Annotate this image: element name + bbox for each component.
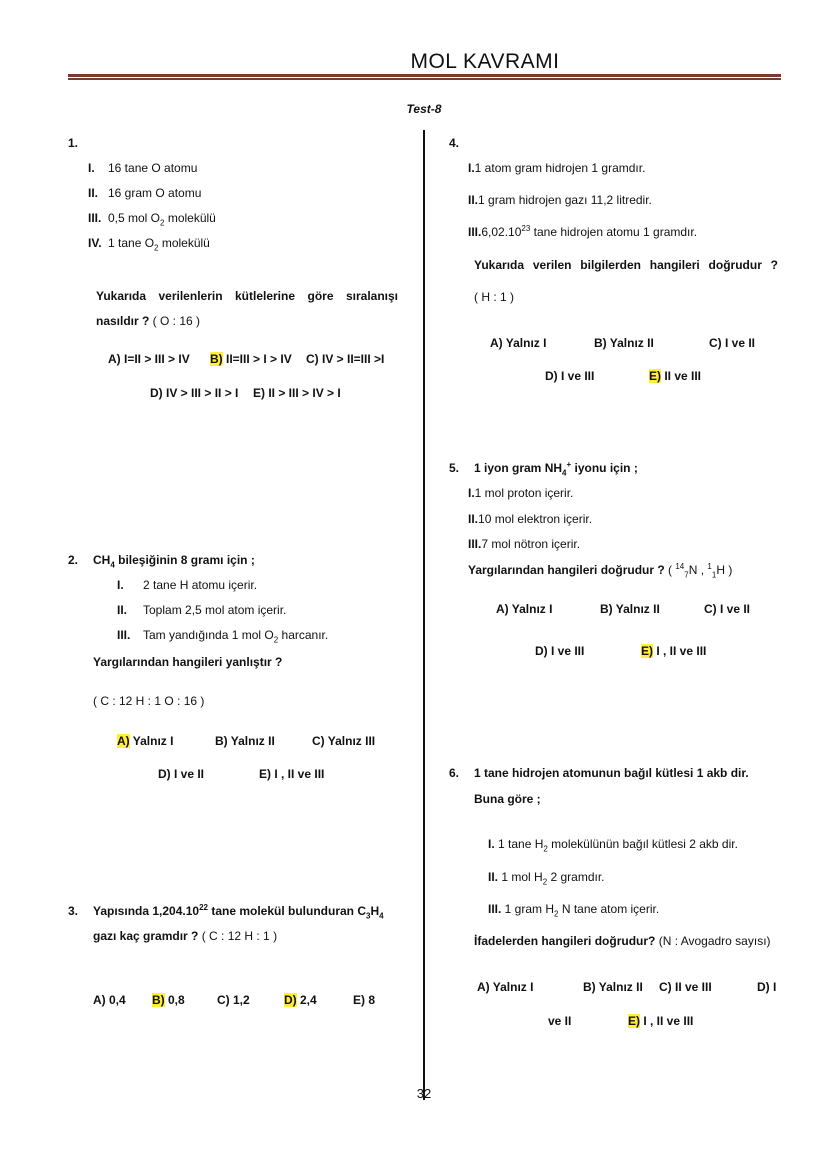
- question-stem: Yapısında 1,204.10$^{22}$ tane molekül bulunduran $C_3H_4$: [93, 903, 384, 921]
- option-c[interactable]: C) IV > II=III >I: [306, 352, 385, 366]
- option-b[interactable]: B) Yalnız II: [215, 734, 275, 748]
- statement-2: II.1 gram hidrojen gazı 11,2 litredir.: [468, 193, 652, 207]
- statement-3: III.6,02.10$^{23}$ tane hidrojen atomu 1 gramdır.: [468, 224, 698, 239]
- statement-1: I.1 atom gram hidrojen 1 gramdır.: [468, 161, 646, 175]
- statement-3: III. 0,5 mol $O_2$ molekülü: [88, 211, 216, 228]
- question-text: Yukarıda verilen bilgilerden hangileri doğrudur ?: [474, 258, 778, 272]
- option-d[interactable]: D) IV > III > II > I: [150, 386, 239, 400]
- question-stem: 1 iyon gram $NH_4^+$ iyonu için ;: [474, 460, 638, 478]
- option-c[interactable]: C) Yalnız III: [312, 734, 376, 748]
- question-number: 1.: [68, 136, 79, 150]
- question-text: Yukarıda verilenlerin kütlelerine göre sıralanışı: [96, 289, 398, 303]
- option-c[interactable]: C) 1,2: [217, 993, 250, 1007]
- statement-2: II. Toplam 2,5 mol atom içerir.: [117, 603, 287, 617]
- option-b[interactable]: B) 0,8: [152, 993, 185, 1007]
- answer-highlight: E): [628, 1014, 640, 1028]
- option-b[interactable]: B) Yalnız II: [583, 980, 643, 994]
- statement-3: III.7 mol nötron içerir.: [468, 537, 581, 551]
- option-d-continued[interactable]: ve II: [548, 1014, 572, 1028]
- statement-4: IV. 1 tane $O_2$ molekülü: [88, 236, 210, 253]
- option-a[interactable]: A) I=II > III > IV: [108, 352, 190, 366]
- question-number: 4.: [449, 136, 460, 150]
- question-stem-2: Buna göre ;: [474, 792, 541, 806]
- statement-1: I. 1 tane $H_2$ molekülünün bağıl kütlesi 2 akb dir.: [488, 837, 738, 854]
- test-label: Test-8: [406, 102, 442, 116]
- statement-2: II. 1 mol $H_2$ 2 gramdır.: [488, 870, 605, 887]
- statement-3: III. 1 gram $H_2$ N tane atom içerir.: [488, 902, 660, 919]
- question-number: 5.: [449, 461, 460, 475]
- option-c[interactable]: C) I ve II: [709, 336, 756, 350]
- option-a[interactable]: A) 0,4: [93, 993, 126, 1007]
- option-e[interactable]: E) II > III > IV > I: [253, 386, 341, 400]
- option-e[interactable]: E) II ve III: [649, 369, 702, 383]
- option-a[interactable]: A) Yalnız I: [496, 602, 553, 616]
- answer-highlight: D): [284, 993, 297, 1007]
- statement-3: III. Tam yandığında 1 mol $O_2$ harcanır.: [117, 628, 329, 645]
- header-rule-thin: [68, 78, 781, 80]
- page-title: MOL KAVRAMI: [410, 50, 560, 73]
- answer-highlight: E): [649, 369, 661, 383]
- option-b[interactable]: B) Yalnız II: [594, 336, 654, 350]
- answer-highlight: E): [641, 644, 653, 658]
- option-e[interactable]: E) I , II ve III: [641, 644, 707, 658]
- option-a[interactable]: A) Yalnız I: [490, 336, 547, 350]
- question-number: 3.: [68, 904, 79, 918]
- option-d[interactable]: D) I ve II: [158, 767, 205, 781]
- question-number: 6.: [449, 766, 460, 780]
- answer-highlight: B): [152, 993, 165, 1007]
- page-number: 32: [416, 1086, 432, 1101]
- column-divider: [423, 130, 425, 1100]
- option-b[interactable]: B) Yalnız II: [600, 602, 660, 616]
- question-stem: $CH_4$ bileşiğinin 8 gramı için ;: [93, 553, 255, 570]
- question-text: Yargılarından hangileri yanlıştır ?: [93, 655, 283, 669]
- option-a[interactable]: A) Yalnız I: [117, 734, 174, 748]
- option-e[interactable]: E) I , II ve III: [628, 1014, 694, 1028]
- question-text: İfadelerden hangileri doğrudur? (N : Avogadro sayısı): [474, 934, 771, 948]
- option-d[interactable]: D) I ve III: [535, 644, 585, 658]
- option-c[interactable]: C) II ve III: [659, 980, 712, 994]
- option-d[interactable]: D) I ve III: [545, 369, 595, 383]
- answer-highlight: B): [210, 352, 223, 366]
- question-number: 2.: [68, 553, 79, 567]
- option-e[interactable]: E) I , II ve III: [259, 767, 325, 781]
- option-b[interactable]: B) II=III > I > IV: [210, 352, 292, 366]
- option-d[interactable]: D) I: [757, 980, 777, 994]
- statement-2: II.10 mol elektron içerir.: [468, 512, 593, 526]
- option-c[interactable]: C) I ve II: [704, 602, 751, 616]
- statement-1: I.1 mol proton içerir.: [468, 486, 574, 500]
- question-stem-2: gazı kaç gramdır ? ( C : 12 H : 1 ): [93, 929, 278, 943]
- answer-highlight: A): [117, 734, 130, 748]
- given-values: ( C : 12 H : 1 O : 16 ): [93, 694, 205, 708]
- option-d[interactable]: D) 2,4: [284, 993, 317, 1007]
- given-values: ( H : 1 ): [474, 290, 515, 304]
- statement-2: II. 16 gram O atomu: [88, 186, 202, 200]
- statement-1: I. 2 tane H atomu içerir.: [117, 578, 258, 592]
- option-e[interactable]: E) 8: [353, 993, 376, 1007]
- statement-1: I. 16 tane O atomu: [88, 161, 198, 175]
- question-stem: 1 tane hidrojen atomunun bağıl kütlesi 1 akb dir.: [474, 766, 749, 780]
- question-text-2: nasıldır ? ( O : 16 ): [96, 314, 201, 328]
- option-a[interactable]: A) Yalnız I: [477, 980, 534, 994]
- header-rule: [68, 74, 781, 77]
- question-text: Yargılarından hangileri doğrudur ? ( $^{14}_7$N , $^1_1$H ): [468, 562, 733, 580]
